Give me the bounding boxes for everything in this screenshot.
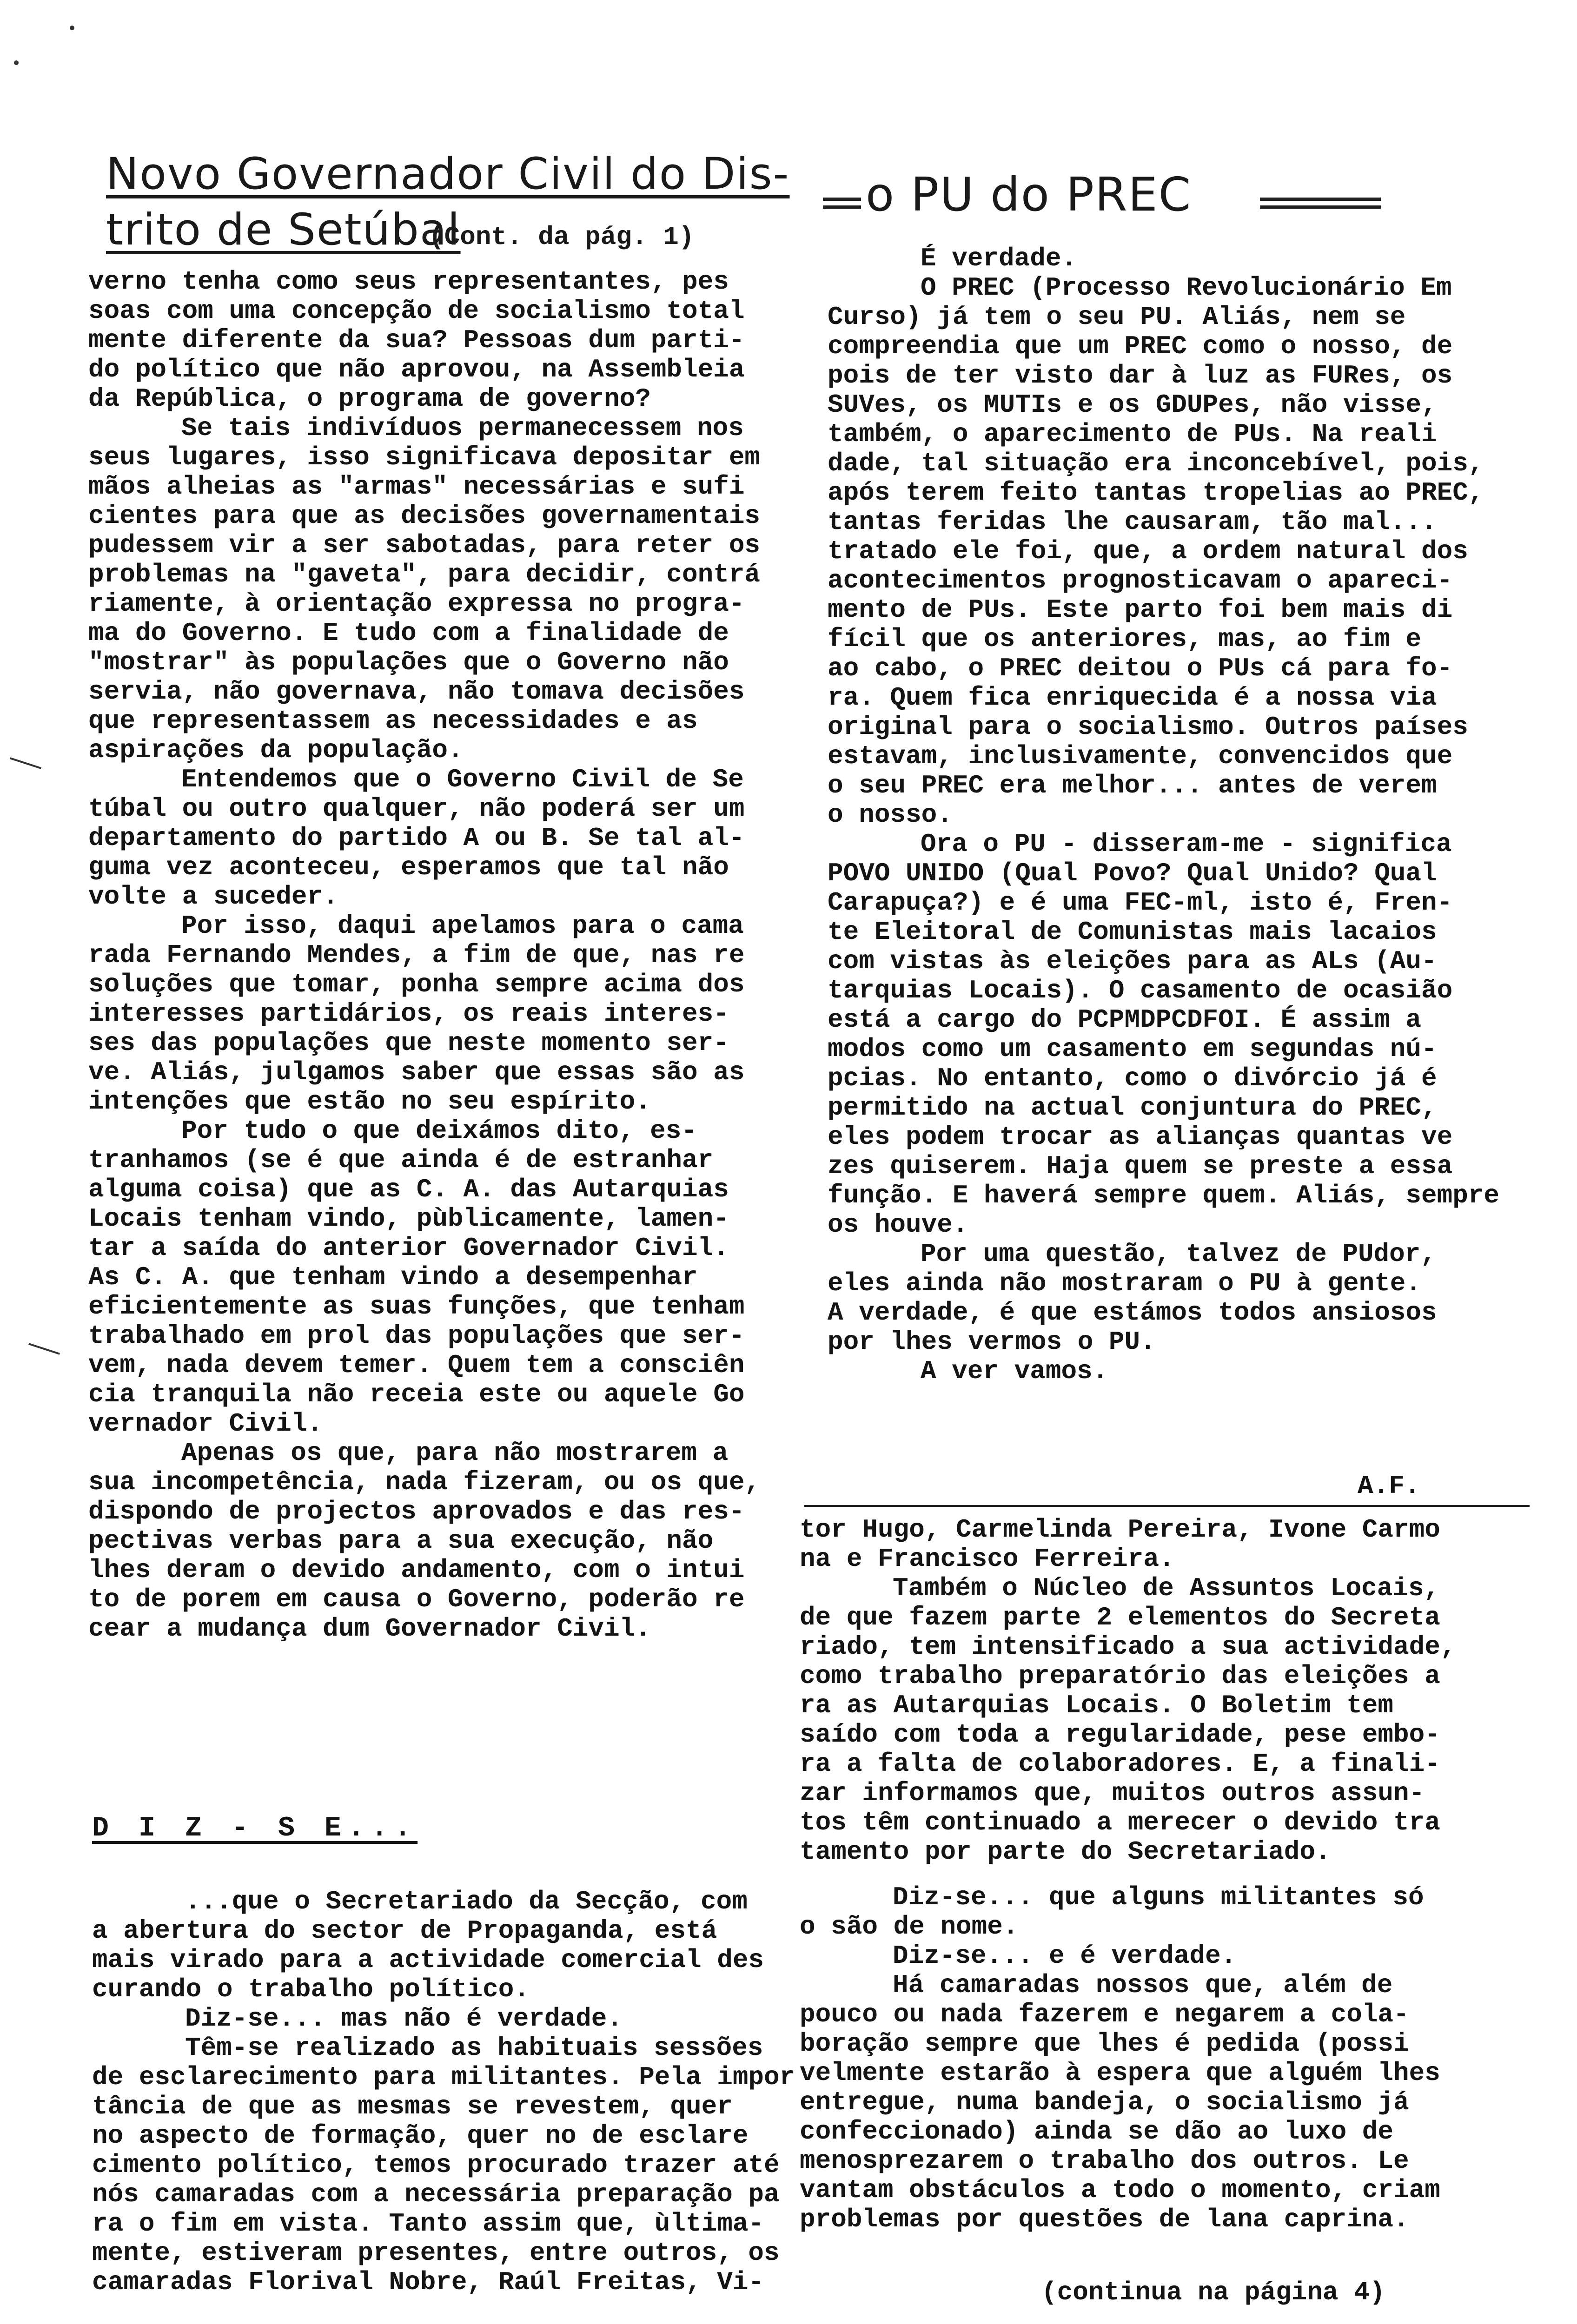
article-paragraph: Diz-se... que alguns militantes só o são de nome. bbox=[800, 1882, 1424, 1941]
article-paragraph: Há camaradas nossos que, além de pouco ou nada fazerem e negarem a cola- boração sempre que lhes é pedida (possi velmente estarão à espera que alguém lhes entregue, numa bandeja, o socialismo já confeccionado) ainda se dão ao luxo de menosprezarem o trabalho dos outros. Le vantam obstáculos a todo o momento, criam problemas por questões de lana caprina. bbox=[800, 1970, 1440, 2234]
headline-rule-left bbox=[823, 198, 861, 201]
right-headline-title: o PU do PREC bbox=[866, 167, 1192, 222]
article-paragraph: Se tais indivíduos permanecessem nos seus lugares, isso significava depositar em mãos alheias as "armas" necessárias e sufi cientes para que as decisões governamentais pudessem vir a ser sabotadas, para reter os problemas na "gaveta", para decidir, contrá riamente, à orientação expressa no progra- ma do Governo. E tudo com a finalidade de "mostrar" às populações que o Governo não servia, não governava, não tomava decisões que representassem as necessidades e as aspirações da população. bbox=[88, 413, 761, 765]
headline-rule-right bbox=[1260, 198, 1381, 201]
article-paragraph: ...que o Secretariado da Secção, com a abertura do sector de Propaganda, está mais virado para a actividade comercial des curando o trabalho político. bbox=[92, 1887, 764, 2004]
dize-heading: D I Z - S E... bbox=[92, 1813, 418, 1844]
continuation-note: (continua na página 4) bbox=[1041, 2278, 1385, 2307]
article-paragraph: Têm-se realizado as habituais sessões de esclarecimento para militantes. Pela impor tância de que as mesmas se revestem, quer no aspecto de formação, quer no de esclare cimento político, temos procurado trazer até nós camaradas com a necessária preparação pa ra o fim em vista. Tanto assim que, ùltima- mente, estiveram presentes, entre outros, os camaradas Florival Nobre, Raúl Freitas, Vi- bbox=[92, 2033, 795, 2297]
article-paragraph: O PREC (Processo Revolucionário Em Curso) já tem o seu PU. Aliás, nem se compreendia que um PREC como o nosso, de pois de ter visto dar à luz as FURes, os SUVes, os MUTIs e os GDUPes, não visse, também, o aparecimento de PUs. Na reali dade, tal situação era inconcebível, pois, após terem feito tantas tropelias ao PREC, tantas feridas lhe causaram, tão mal... tratado ele foi, que, a ordem natural dos acontecimentos prognosticavam o apareci- mento de PUs. Este parto foi bem mais di fícil que os anteriores, mas, ao fim e ao cabo, o PREC deitou o PUs cá para fo- ra. Quem fica enriquecida é a nossa via original para o socialismo. Outros países estavam, inclusivamente, convencidos que o seu PREC era melhor... antes de verem o nosso. bbox=[828, 273, 1484, 830]
left-headline-line2: trito de Setúbal bbox=[106, 205, 461, 255]
ink-speck bbox=[14, 60, 19, 65]
article-paragraph: verno tenha como seus representantes, pes soas com uma concepção de socialismo total mente diferente da sua? Pessoas dum parti- do político que não aprovou, na Assembleia da República, o programa de governo? bbox=[88, 267, 745, 414]
headline-rule-left bbox=[823, 205, 861, 209]
article-paragraph: Por uma questão, talvez de PUdor, eles ainda não mostraram o PU à gente. A verdade, é que estámos todos ansiosos por lhes vermos o PU. bbox=[828, 1239, 1437, 1357]
article-paragraph: Por isso, daqui apelamos para o cama rada Fernando Mendes, a fim de que, nas re soluções que tomar, ponha sempre acima dos interesses partidários, os reais interes- ses das populações que neste momento ser- ve. Aliás, julgamos saber que essas são as intenções que estão no seu espírito. bbox=[88, 911, 745, 1116]
dize-left-column bbox=[92, 1887, 808, 2297]
article-paragraph: Também o Núcleo de Assuntos Locais, de que fazem parte 2 elementos do Secreta riado, tem intensificado a sua actividade, como trabalho preparatório das eleições a ra as Autarquias Locais. O Boletim tem saído com toda a regularidade, pese embo- ra a falta de colaboradores. E, a finali- zar informamos que, muitos outros assun- tos têm continuado a merecer o devido tra tamento por parte do Secretariado. bbox=[800, 1573, 1456, 1867]
left-article-top bbox=[88, 267, 804, 1644]
article-signature: A.F. bbox=[1358, 1471, 1420, 1501]
margin-mark bbox=[28, 1343, 60, 1354]
article-paragraph: tor Hugo, Carmelinda Pereira, Ivone Carmo na e Francisco Ferreira. bbox=[800, 1515, 1440, 1574]
headline-rule-right bbox=[1260, 205, 1381, 209]
margin-mark bbox=[10, 757, 41, 769]
section-divider bbox=[804, 1505, 1530, 1507]
ink-speck bbox=[70, 26, 74, 30]
left-headline-line1: Novo Governador Civil do Dis- bbox=[106, 149, 790, 199]
article-paragraph: Por tudo o que deixámos dito, es- tranhamos (se é que ainda é de estranhar alguma coisa) que as C. A. das Autarquias Locais tenham vindo, pùblicamente, lamen- tar a saída do anterior Governador Civil. As C. A. que tenham vindo a desempenhar eficientemente as suas funções, que tenham trabalhado em prol das populações que ser- vem, nada devem temer. Quem tem a consciên cia tranquila não receia este ou aquele Go vernador Civil. bbox=[88, 1116, 745, 1439]
article-paragraph: Entendemos que o Governo Civil de Se túbal ou outro qualquer, não poderá ser um departamento do partido A ou B. Se tal al- guma vez aconteceu, esperamos que tal não volte a suceder. bbox=[88, 765, 745, 911]
article-paragraph: Diz-se... e é verdade. bbox=[893, 1941, 1237, 1971]
article-paragraph: É verdade. bbox=[921, 244, 1077, 273]
article-paragraph: Apenas os que, para não mostrarem a sua incompetência, nada fizeram, ou os que, dispondo de projectos aprovados e das res- pectivas verbas para a sua execução, não lhes deram o devido andamento, com o intui to de porem em causa o Governo, poderão re cear a mudança dum Governador Civil. bbox=[88, 1438, 761, 1644]
article-paragraph: Ora o PU - disseram-me - significa POVO UNIDO (Qual Povo? Qual Unido? Qual Carapuça?) e é uma FEC-ml, isto é, Fren- te Eleitoral de Comunistas mais lacaios com vistas às eleições para as ALs (Au- tarquias Locais). O casamento de ocasião está a cargo do PCPMDPCDFOI. É assim a modos como um casamento em segundas nú- pcias. No entanto, como o divórcio já é permitido na actual conjuntura do PREC, eles podem trocar as alianças quantas ve zes quiserem. Haja quem se preste a essa função. E haverá sempre quem. Aliás, sempre os houve. bbox=[828, 829, 1500, 1240]
left-headline-continuation: (Cont. da pág. 1) bbox=[429, 222, 695, 252]
article-paragraph: A ver vamos. bbox=[921, 1356, 1108, 1386]
right-article bbox=[828, 244, 1516, 1386]
article-paragraph: Diz-se... mas não é verdade. bbox=[185, 2004, 623, 2034]
dize-right-column bbox=[800, 1515, 1525, 2234]
